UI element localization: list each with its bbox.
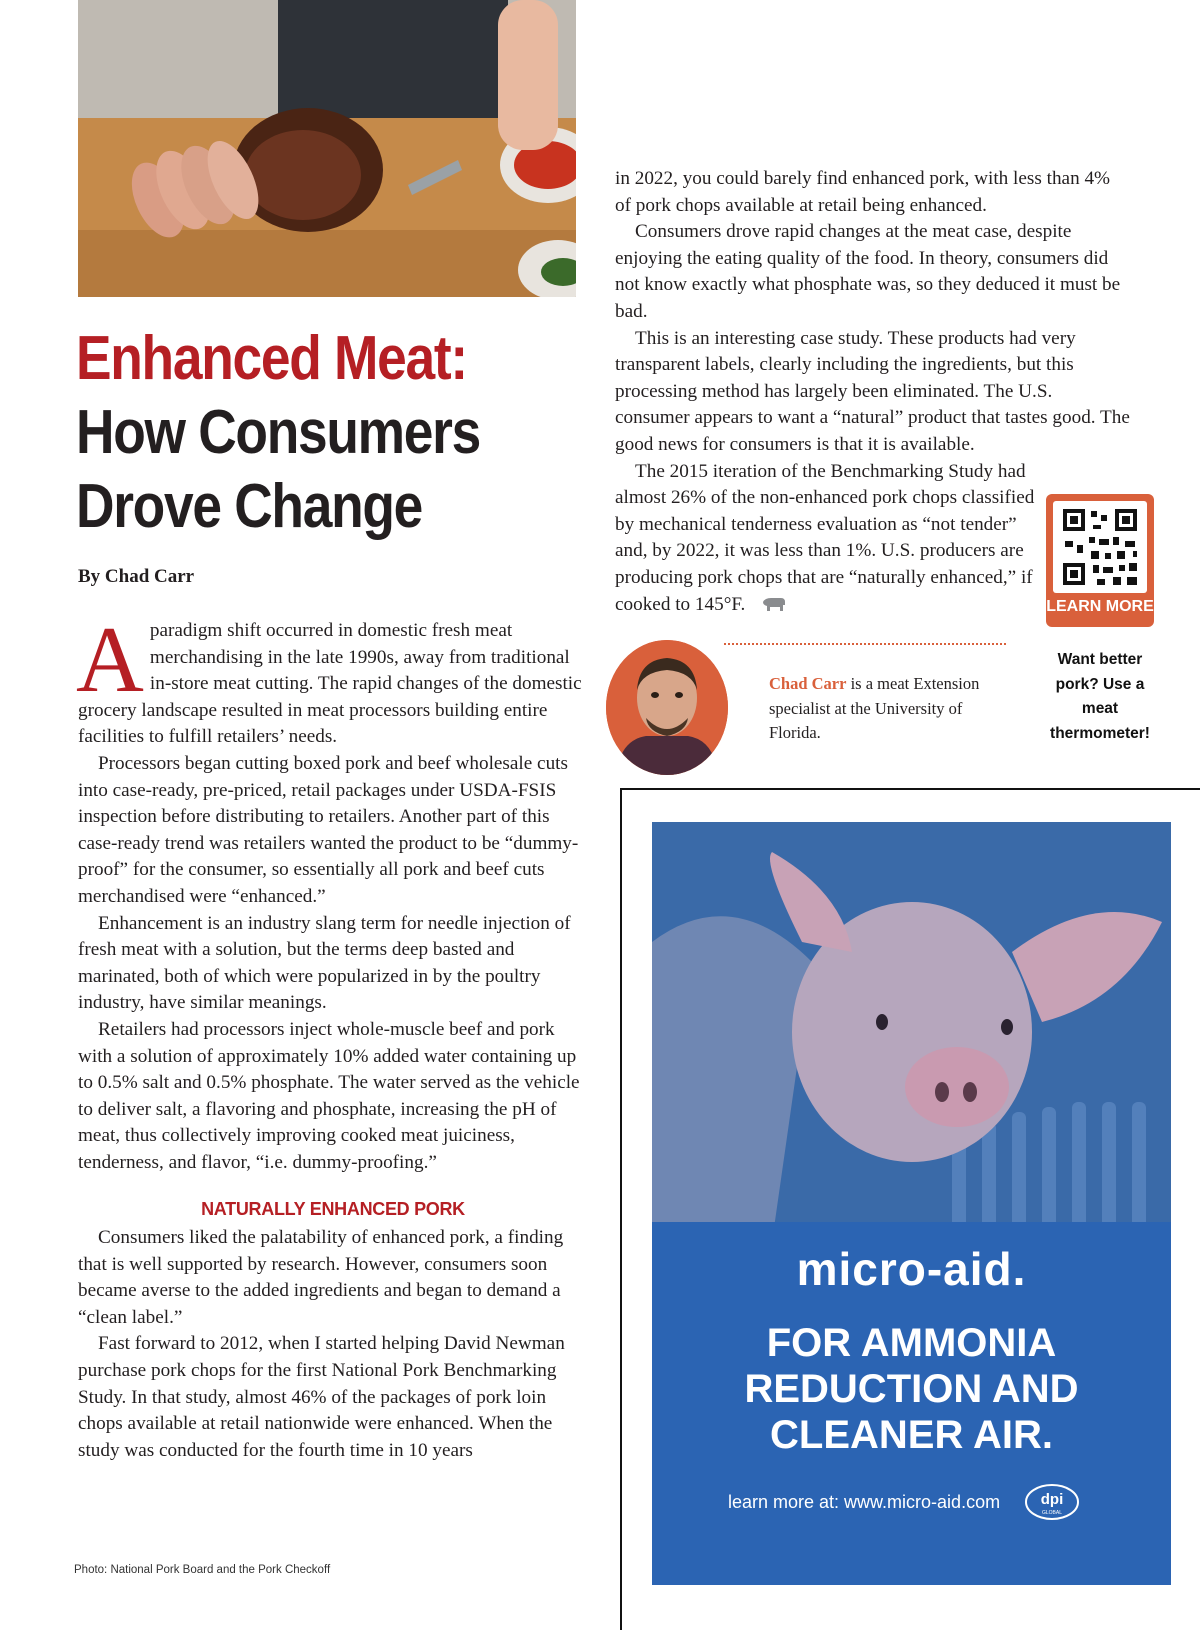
pig-end-mark-icon: [761, 596, 787, 612]
learn-more-qr[interactable]: [1046, 494, 1154, 627]
byline: By Chad Carr: [78, 566, 195, 587]
ad-headline: [652, 1320, 1171, 1458]
paragraph-8: Consumers drove rapid changes at the meat case, despite enjoying the eating quality of the food. In theory, consumers did not know exactly what phosphate was, so they deduced it must be bad.: [615, 221, 1121, 322]
paragraph-10-text: The 2015 iteration of the Benchmarking Study had almost 26% of the non-enhanced pork chops classified by mechanical tenderness evaluation as “not tender” and, by 2022, it was less than 1%. U.S. producers are producing pork chops that are “naturally enhanced,” if cooked to 145°F.: [615, 460, 1035, 615]
dotted-divider: [724, 643, 1006, 645]
title-line-2: How Consumers: [76, 398, 480, 467]
learn-more-label: LEARN MORE: [1046, 598, 1154, 615]
author-photo: [606, 640, 728, 775]
section-subhead: NATURALLY ENHANCED PORK: [201, 1199, 465, 1220]
author-bio-text: is a meat Extension specialist at the University of Florida.: [769, 674, 980, 742]
paragraph-1-text: paradigm shift occurred in domestic fresh meat merchandising in the late 1990s, away from traditional in-store meat cutting. The rapid changes of the domestic grocery landscape resulted in meat processors building entire facilities to fulfill retailers’ needs.: [78, 620, 582, 748]
author-name: Chad Carr: [769, 674, 847, 693]
dpi-logo-text: dpi: [1040, 1491, 1064, 1508]
paragraph-6: Fast forward to 2012, when I started helping David Newman purchase pork chops for the first National Pork Benchmarking Study. In that study, almost 46% of the packages of pork loin chops available at retail nationwide were enhanced. When the study was conducted for the fourth time in 10 years: [78, 1333, 565, 1461]
qr-code-icon: [1053, 501, 1147, 593]
paragraph-7: in 2022, you could barely find enhanced pork, with less than 4% of pork chops available at retail being enhanced.: [615, 168, 1111, 216]
photo-caption: Photo: National Pork Board and the Pork Checkoff: [74, 1564, 331, 1576]
left-column: [76, 608, 588, 1464]
paragraph-10: [615, 459, 1035, 619]
thermometer-tip: Want better pork? Use a meat thermometer!: [1050, 651, 1150, 742]
drop-cap: A: [76, 608, 144, 712]
paragraph-3: Enhancement is an industry slang term for needle injection of fresh meat with a solution, but the terms deep basted and marinated, both of which were popularized in by the poultry industry, have similar meanings.: [78, 912, 571, 1014]
ad-headline-line-3: CLEANER AIR.: [770, 1413, 1053, 1457]
author-bio: [769, 672, 989, 746]
title-line-3: Drove Change: [76, 472, 423, 541]
dpi-global-logo-icon: [1024, 1482, 1080, 1522]
hero-photo: [78, 0, 576, 297]
paragraph-9: This is an interesting case study. These products had very transparent labels, clearly including the ingredients, but this processing method has largely been eliminated. The U.S. consumer appears to want a “natural” product that tastes good. The good news for consumers is that it is available.: [615, 327, 1130, 455]
paragraph-5: Consumers liked the palatability of enhanced pork, a finding that is well supported by research. However, consumers soon became averse to the added ingredients and began to demand a “clean label.”: [78, 1227, 564, 1328]
paragraph-1: [76, 608, 588, 751]
ad-headline-line-2: REDUCTION AND: [744, 1367, 1079, 1411]
ad-headline-line-1: FOR AMMONIA: [766, 1321, 1057, 1365]
paragraph-4: Retailers had processors inject whole-muscle beef and pork with a solution of approximately 10% added water containing up to 0.5% salt and 0.5% phosphate. The water served as the vehicle to deliver salt, a flavoring and phosphate, increasing the pH of meat, thus collectively improving cooked meat juiciness, tenderness, and flavor, “i.e. dummy-proofing.”: [78, 1018, 580, 1173]
micro-aid-ad[interactable]: [652, 822, 1171, 1585]
ad-pig-photo: [652, 822, 1171, 1585]
title-line-1: Enhanced Meat:: [76, 324, 467, 393]
ad-brand: micro-aid.: [796, 1243, 1027, 1295]
ad-url[interactable]: learn more at: www.micro-aid.com: [728, 1492, 1001, 1512]
dpi-logo-sub: GLOBAL: [1041, 1510, 1063, 1516]
article-title: [76, 322, 523, 544]
paragraph-2: Processors began cutting boxed pork and beef wholesale cuts into case-ready, pre-priced, retail packages under USDA-FSIS inspection before distributing to retailers. Another part of this case-ready trend was retailers wanted the product to be “dummy-proof” for the consumer, so essentially all pork and beef cuts merchandised were “enhanced.”: [78, 752, 579, 907]
